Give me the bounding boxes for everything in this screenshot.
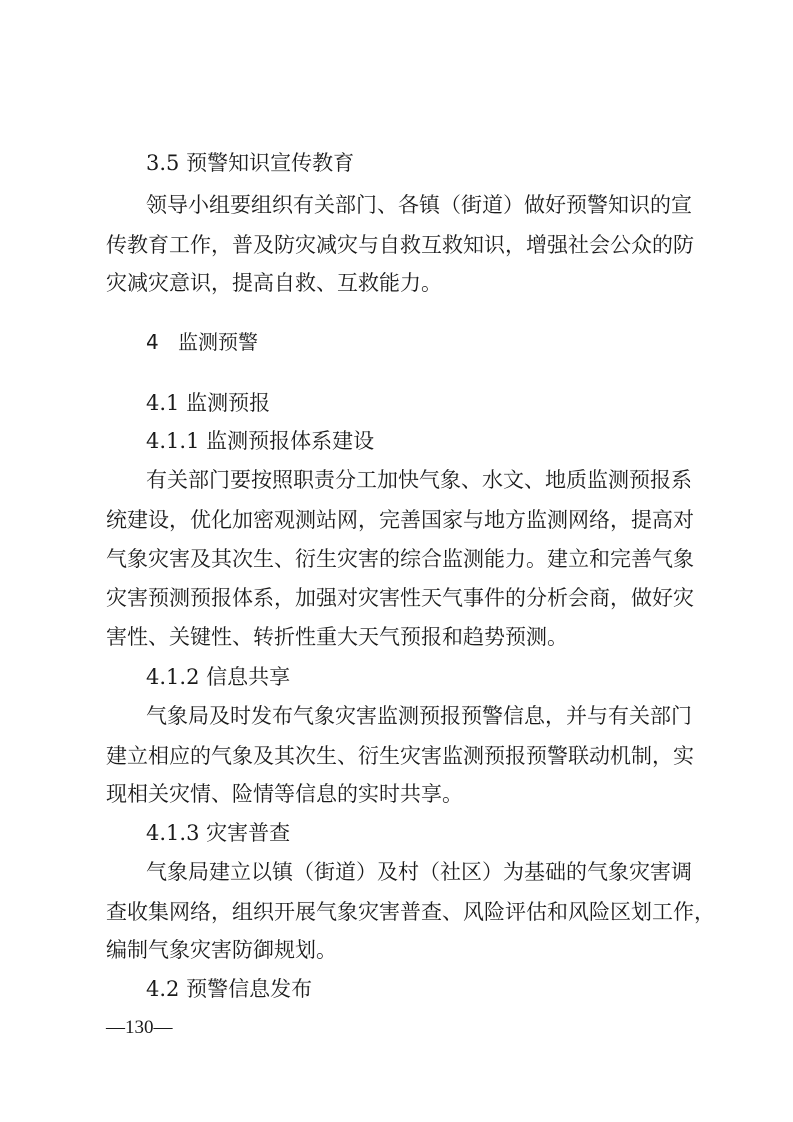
paragraph-line: 编制气象灾害防御规划。 xyxy=(106,938,337,962)
paragraph-line: 害性、关键性、转折性重大天气预报和趋势预测。 xyxy=(106,625,568,649)
heading-3-5: 3.5 预警知识宣传教育 xyxy=(146,151,355,175)
heading-4-2: 4.2 预警信息发布 xyxy=(146,977,313,1001)
heading-4-1-2: 4.1.2 信息共享 xyxy=(146,665,291,689)
paragraph-line: 灾害预测预报体系，加强对灾害性天气事件的分析会商，做好灾 xyxy=(106,586,694,610)
heading-4-1-1: 4.1.1 监测预报体系建设 xyxy=(146,429,375,453)
paragraph-line: 传教育工作，普及防灾减灾与自救互救知识，增强社会公众的防 xyxy=(106,233,694,257)
chapter-heading-4 xyxy=(146,327,258,357)
page-number: —130— xyxy=(106,1017,173,1038)
paragraph-line: 气象局建立以镇（街道）及村（社区）为基础的气象灾害调 xyxy=(146,860,692,884)
heading-4-1-3: 4.1.3 灾害普查 xyxy=(146,821,291,845)
chapter-number: 4 xyxy=(146,330,159,354)
paragraph-line: 现相关灾情、险情等信息的实时共享。 xyxy=(106,782,463,806)
paragraph-line: 气象灾害及其次生、衍生灾害的综合监测能力。建立和完善气象 xyxy=(106,547,694,571)
paragraph-line: 灾减灾意识，提高自救、互救能力。 xyxy=(106,271,442,295)
paragraph-line: 气象局及时发布气象灾害监测预报预警信息，并与有关部门 xyxy=(146,704,692,728)
paragraph-line: 有关部门要按照职责分工加快气象、水文、地质监测预报系 xyxy=(146,468,692,492)
paragraph-line: 查收集网络，组织开展气象灾害普查、风险评估和风险区划工作， xyxy=(106,900,715,924)
paragraph-line: 领导小组要组织有关部门、各镇（街道）做好预警知识的宣 xyxy=(146,193,692,217)
chapter-title: 监测预警 xyxy=(178,330,258,354)
paragraph-line: 建立相应的气象及其次生、衍生灾害监测预报预警联动机制，实 xyxy=(106,744,694,768)
paragraph-line: 统建设，优化加密观测站网，完善国家与地方监测网络，提高对 xyxy=(106,508,694,532)
heading-4-1: 4.1 监测预报 xyxy=(146,391,271,415)
